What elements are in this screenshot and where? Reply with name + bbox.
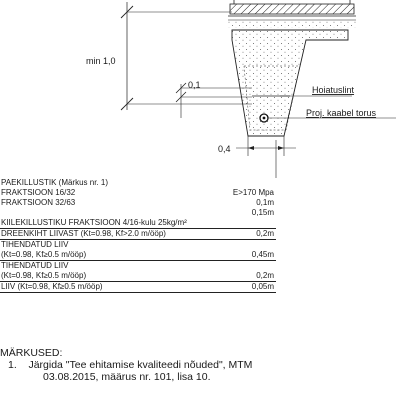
- notes-title: MÄRKUSED:: [0, 347, 63, 359]
- note-text-line2: 03.08.2015, määrus nr. 101, lisa 10.: [43, 371, 211, 383]
- trench-profile: [232, 30, 348, 136]
- pavement-layers-legend: [0, 178, 276, 295]
- fraction-16-32-label: FRAKTSIOON 16/32: [1, 188, 76, 197]
- offset-label: 0,1: [188, 80, 201, 90]
- strength-value: E>170 Mpa: [232, 188, 274, 197]
- bottom-width-label: 0,4: [218, 144, 231, 154]
- sand-layer-row: [0, 281, 276, 292]
- cable-pipe-label: Proj. kaabel torus: [306, 108, 377, 118]
- note-text-line1: Järgida "Tee ehitamise kvaliteedi nõuded", MTM: [28, 359, 253, 371]
- compacted-sand-layer-1: [0, 239, 276, 250]
- fraction-32-63-label: FRAKTSIOON 32/63: [1, 198, 76, 207]
- trench-cross-section-drawing: [0, 0, 400, 180]
- drainage-layer-row: [0, 228, 276, 239]
- compacted-sand-2-thickness: 0,2m: [256, 271, 274, 280]
- compacted-sand-layer-2: [0, 260, 276, 271]
- note-number: 1.: [8, 359, 17, 371]
- depth-dimension: [86, 2, 252, 110]
- drainage-layer-label: DREENKIHT LIIVAST (Kt=0.98, Kf>2.0 m/ööp): [1, 229, 166, 238]
- pavement-layer: [228, 0, 356, 28]
- thickness-top-value: 0,1m: [256, 198, 274, 207]
- sand-layer-thickness: 0,05m: [251, 282, 274, 291]
- wedge-aggregate-label: KIILEKILLUSTIKU FRAKTSIOON 4/16-kulu 25kg/m²: [1, 218, 187, 227]
- compacted-sand-1-spec: (Kt=0.98, Kf≥0.5 m/ööp): [1, 250, 87, 259]
- drainage-layer-thickness: 0,2m: [256, 229, 274, 238]
- notes-section: [0, 347, 253, 383]
- compacted-sand-1-thickness: 0,45m: [251, 250, 274, 259]
- sand-layer-label: LIIV (Kt=0.98, Kf≥0.5 m/ööp): [1, 282, 103, 291]
- compacted-sand-2-spec: (Kt=0.98, Kf≥0.5 m/ööp): [1, 271, 87, 280]
- compacted-sand-1-title: TIHENDATUD LIIV: [1, 240, 69, 249]
- legend-bottom-rule: [0, 292, 276, 295]
- aggregate-layer-block: [0, 178, 276, 228]
- bottom-width-dimension: [218, 136, 296, 156]
- note-item: [8, 359, 252, 371]
- aggregate-layer-label: PAEKILLUSTIK (Märkus nr. 1): [1, 178, 108, 187]
- thickness-bottom-value: 0,15m: [251, 208, 274, 217]
- compacted-sand-2-title: TIHENDATUD LIIV: [1, 261, 69, 270]
- depth-label: min 1,0: [86, 56, 116, 66]
- warning-tape-label: Hoiatuslint: [312, 85, 355, 95]
